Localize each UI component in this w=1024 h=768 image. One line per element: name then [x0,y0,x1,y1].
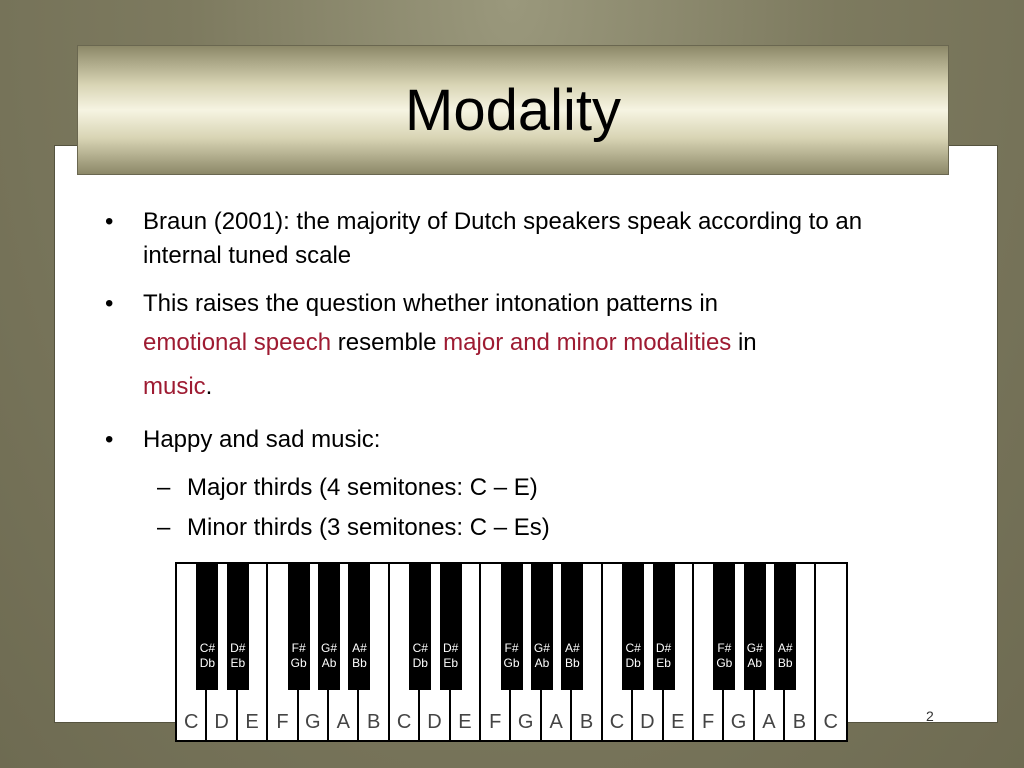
black-key-label: D# Eb [655,641,672,670]
white-key-label: F [702,711,715,733]
bullet-text: Happy and sad music: [143,426,381,453]
highlight-modalities: major and minor modalities [443,329,732,356]
piano-keyboard [175,562,848,742]
black-key-label: F# Gb [716,641,733,670]
black-key-label: C# Db [625,641,641,670]
white-key-label: D [427,711,442,733]
black-key [622,564,644,690]
black-key-label: G# Ab [321,641,338,670]
sub-bullet-major [105,471,935,505]
black-key [318,564,340,690]
black-key [653,564,675,690]
bullet-text: . [205,373,213,400]
black-key-label: G# Ab [533,641,550,670]
black-key [227,564,249,690]
bullet-happy-sad [105,423,935,457]
black-key-label: A# Bb [352,641,367,670]
black-key-label: G# Ab [746,641,763,670]
white-key-label: B [792,711,807,733]
bullet-text: This raises the question whether intonation patterns in [143,290,719,317]
bullet-list [105,205,935,545]
white-key-label: E [458,711,472,733]
black-key [774,564,796,690]
black-key [531,564,553,690]
sub-bullet-text: Minor thirds (3 semitones: C – Es) [187,514,550,541]
title-bar [77,45,949,175]
black-key-label: A# Bb [564,641,580,670]
white-key-label: G [305,711,321,733]
white-key-label: D [214,711,229,733]
white-key-label: C [396,711,412,733]
white-key-label: D [640,711,655,733]
slide-title: Modality [405,77,621,143]
white-key-label: B [579,711,594,733]
highlight-emotional-speech: emotional speech [143,329,332,356]
bullet-text: Braun (2001): the majority of Dutch speakers speak according to an internal tuned scale [143,208,863,269]
black-key-label: F# Gb [503,641,520,670]
white-key-label: F [276,711,289,733]
white-key-label: G [517,711,534,733]
black-key [713,564,735,690]
white-key-label: B [366,711,381,733]
black-key-label: D# Eb [230,641,246,670]
black-key-label: F# Gb [290,641,307,670]
sub-bullet-minor [105,511,935,545]
black-key [501,564,523,690]
black-key [348,564,370,690]
black-key [288,564,310,690]
bullet-text: resemble [331,329,444,356]
white-key [816,564,846,742]
page-number: 2 [926,708,934,724]
white-key-label: C [183,711,199,733]
white-key-label: C [823,711,838,733]
white-key-label: E [671,711,685,733]
bullet-question [105,287,935,409]
black-key [409,564,431,690]
black-key [561,564,583,690]
highlight-music: music [143,373,206,400]
black-key-label: C# Db [412,641,428,670]
white-key-label: A [336,711,350,733]
black-key [196,564,218,690]
black-key-label: A# Bb [777,641,793,670]
white-key-label: A [549,711,563,733]
black-key [440,564,462,690]
white-key-label: G [730,711,747,733]
bullet-text: in [731,329,757,356]
white-key-label: A [762,711,776,733]
white-key-label: E [245,711,259,733]
white-key-label: F [489,711,502,733]
white-key-label: C [609,711,625,733]
sub-bullet-text: Major thirds (4 semitones: C – E) [187,474,538,501]
black-key [744,564,766,690]
black-key-label: C# Db [199,641,216,670]
black-key-label: D# Eb [443,641,459,670]
bullet-braun [105,205,935,273]
